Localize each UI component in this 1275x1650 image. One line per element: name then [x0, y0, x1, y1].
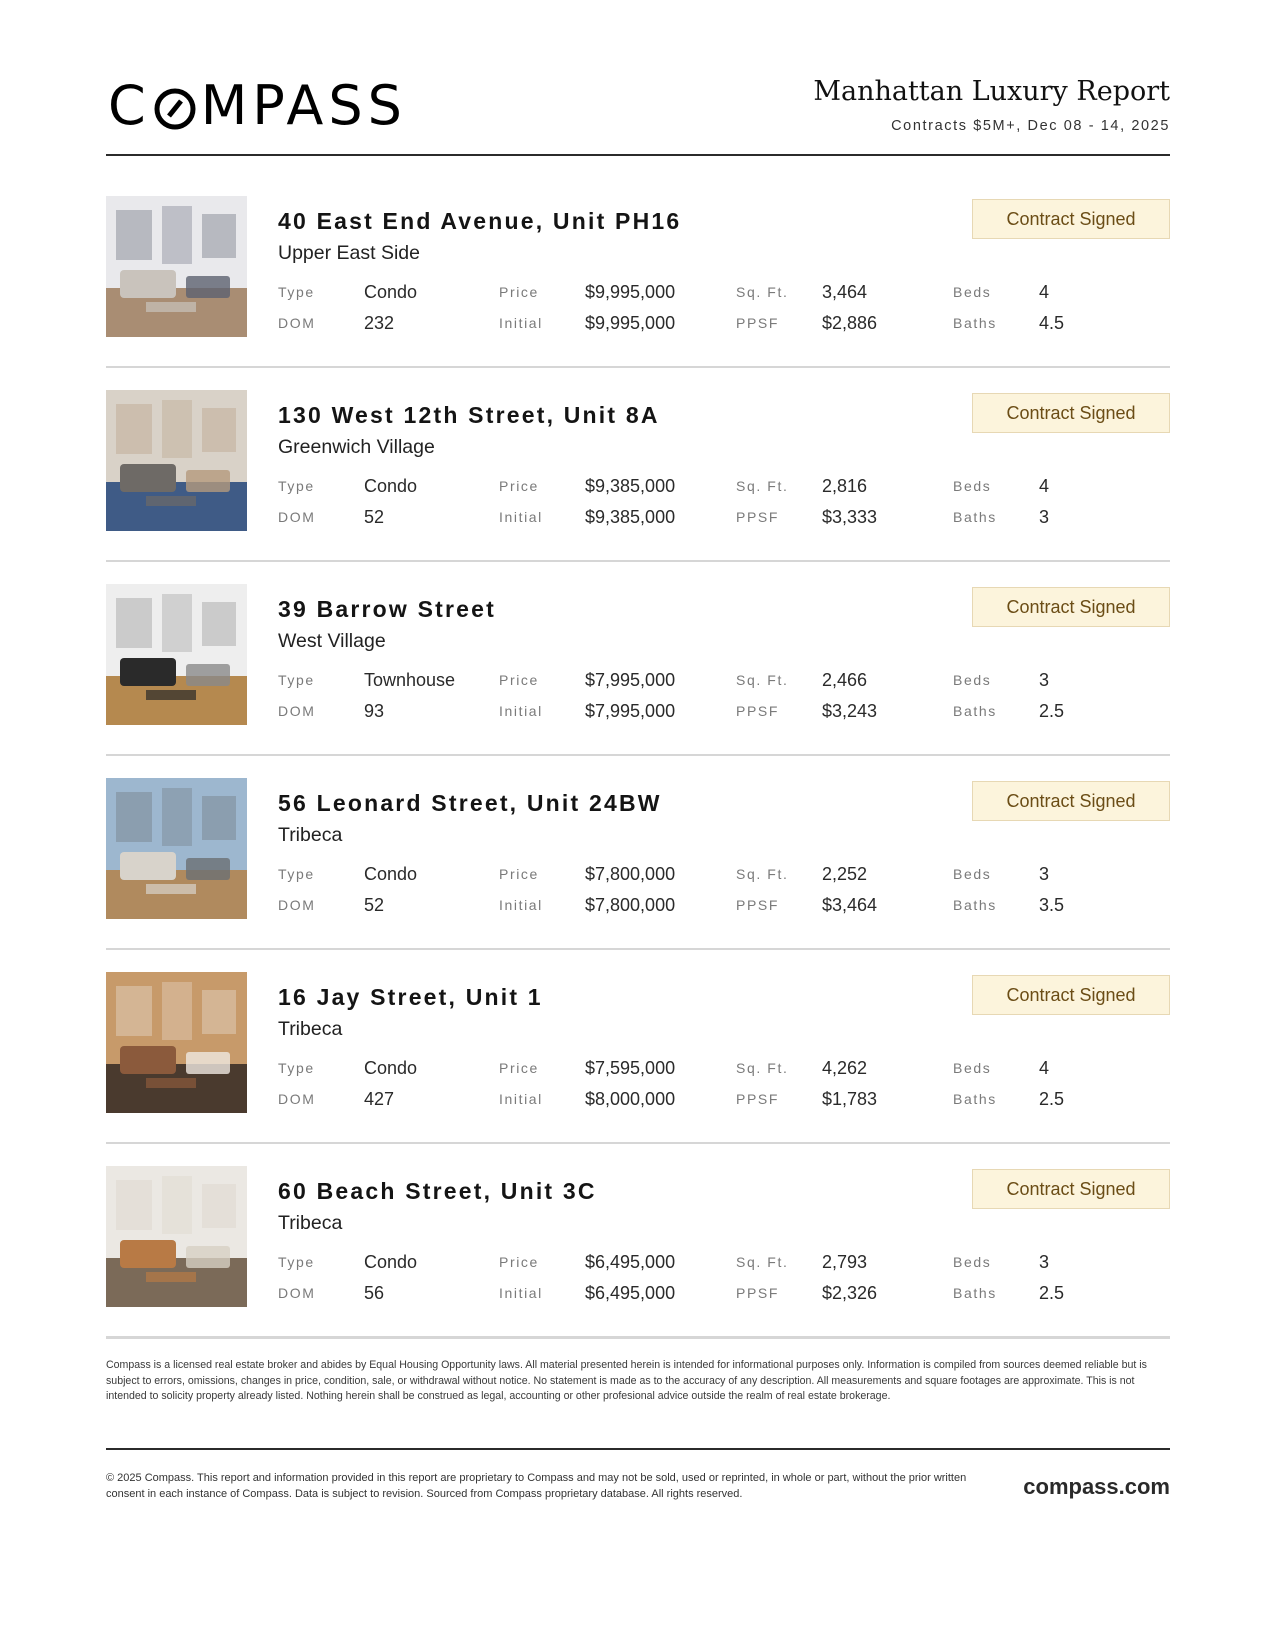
status-badge[interactable]: Contract Signed	[972, 199, 1170, 239]
value-price: $7,995,000	[585, 670, 676, 690]
label-baths: Baths	[953, 897, 997, 913]
listing-photo[interactable]	[106, 778, 247, 919]
report-page	[106, 0, 1170, 1650]
label-price: Price	[499, 284, 539, 300]
value-beds: 3	[1039, 670, 1050, 690]
label-initial: Initial	[499, 1091, 543, 1107]
label-dom: DOM	[278, 1285, 316, 1301]
label-beds: Beds	[953, 1254, 992, 1270]
label-dom: DOM	[278, 703, 316, 719]
spiral-staircase-photo	[106, 972, 247, 1113]
listing-address: 40 East End Avenue, Unit PH16	[278, 208, 682, 234]
label-type: Type	[278, 672, 315, 688]
label-ppsf: PPSF	[736, 703, 779, 719]
value-dom: 52	[364, 895, 385, 915]
label-initial: Initial	[499, 897, 543, 913]
label-beds: Beds	[953, 284, 992, 300]
value-dom: 232	[364, 313, 395, 333]
skyline-living-room-photo	[106, 778, 247, 919]
listing-address: 39 Barrow Street	[278, 596, 496, 622]
listing-row[interactable]	[106, 584, 1170, 778]
status-badge[interactable]: Contract Signed	[972, 393, 1170, 433]
value-sqft: 2,816	[822, 476, 868, 496]
value-type: Townhouse	[364, 670, 456, 690]
label-sqft: Sq. Ft.	[736, 672, 789, 688]
listing-divider	[106, 754, 1170, 756]
label-type: Type	[278, 866, 315, 882]
listing-address: 130 West 12th Street, Unit 8A	[278, 402, 660, 428]
value-ppsf: $3,243	[822, 701, 878, 721]
listing-row[interactable]	[106, 196, 1170, 390]
listing-divider	[106, 560, 1170, 562]
value-initial: $6,495,000	[585, 1283, 676, 1303]
label-type: Type	[278, 1060, 315, 1076]
label-ppsf: PPSF	[736, 1091, 779, 1107]
listing-row[interactable]	[106, 972, 1170, 1166]
value-price: $9,385,000	[585, 476, 676, 496]
listing-divider	[106, 1142, 1170, 1144]
label-dom: DOM	[278, 315, 316, 331]
report-title: Manhattan Luxury Report	[813, 76, 1170, 107]
disclaimer-divider	[106, 1337, 1170, 1339]
value-type: Condo	[364, 1058, 418, 1078]
loft-dining-photo	[106, 1166, 247, 1307]
listing-photo[interactable]	[106, 972, 247, 1113]
living-room-photo	[106, 390, 247, 531]
disclaimer-text: Compass is a licensed real estate broker and abides by Equal Housing Opportunity laws. All material presented herein is intended for informational purposes only. Information is compiled from sources deemed reliable but is subject to errors, omissions, changes in price, condition, sale, or withdrawal without notice. No statement is made as to the accuracy of any description. All measurements and square footages are approximate. This is not intended to solicity property already listed. Nothing herein shall be construed as legal, accounting or other profesional advice outside the realm of real estate brokerage.	[106, 1359, 1147, 1402]
listing-neighborhood: Tribeca	[278, 824, 343, 846]
label-ppsf: PPSF	[736, 315, 779, 331]
value-ppsf: $3,333	[822, 507, 878, 527]
label-dom: DOM	[278, 1091, 316, 1107]
value-initial: $9,995,000	[585, 313, 676, 333]
listing-row[interactable]	[106, 390, 1170, 584]
value-price: $7,800,000	[585, 864, 676, 884]
label-beds: Beds	[953, 866, 992, 882]
value-beds: 4	[1039, 1058, 1050, 1078]
living-room-photo	[106, 196, 247, 337]
listing-row[interactable]	[106, 778, 1170, 972]
value-sqft: 4,262	[822, 1058, 868, 1078]
listing-address: 60 Beach Street, Unit 3C	[278, 1178, 597, 1204]
copyright-text: © 2025 Compass. This report and information provided in this report are proprietary to Compass and may not be sold, used or reprinted, in whole or part, without the prior written consent in each instance of Compass. Data is subject to revision. Sourced from Compass proprietary database. All rights reserved.	[106, 1472, 967, 1500]
label-type: Type	[278, 284, 315, 300]
label-initial: Initial	[499, 1285, 543, 1301]
value-initial: $9,385,000	[585, 507, 676, 527]
value-baths: 2.5	[1039, 1089, 1065, 1109]
label-sqft: Sq. Ft.	[736, 1254, 789, 1270]
listing-photo[interactable]	[106, 1166, 247, 1307]
value-dom: 52	[364, 507, 385, 527]
label-price: Price	[499, 478, 539, 494]
status-badge[interactable]: Contract Signed	[972, 587, 1170, 627]
value-baths: 2.5	[1039, 701, 1065, 721]
value-initial: $7,800,000	[585, 895, 676, 915]
value-baths: 2.5	[1039, 1283, 1065, 1303]
label-type: Type	[278, 478, 315, 494]
value-beds: 4	[1039, 476, 1050, 496]
value-price: $7,595,000	[585, 1058, 676, 1078]
value-price: $9,995,000	[585, 282, 676, 302]
value-type: Condo	[364, 282, 418, 302]
value-sqft: 2,252	[822, 864, 868, 884]
listing-photo[interactable]	[106, 196, 247, 337]
listing-photo[interactable]	[106, 390, 247, 531]
logo-text-left: C	[108, 74, 151, 137]
listing-photo[interactable]	[106, 584, 247, 725]
logo-text-right: MPASS	[200, 74, 407, 137]
listing-neighborhood: Tribeca	[278, 1212, 343, 1234]
label-price: Price	[499, 1254, 539, 1270]
label-beds: Beds	[953, 1060, 992, 1076]
value-price: $6,495,000	[585, 1252, 676, 1272]
label-baths: Baths	[953, 315, 997, 331]
value-beds: 3	[1039, 1252, 1050, 1272]
status-badge[interactable]: Contract Signed	[972, 1169, 1170, 1209]
value-sqft: 2,793	[822, 1252, 868, 1272]
label-baths: Baths	[953, 509, 997, 525]
label-sqft: Sq. Ft.	[736, 1060, 789, 1076]
label-baths: Baths	[953, 1091, 997, 1107]
listing-address: 16 Jay Street, Unit 1	[278, 984, 543, 1010]
report-subtitle: Contracts $5M+, Dec 08 - 14, 2025	[891, 118, 1170, 134]
value-dom: 427	[364, 1089, 395, 1109]
compass-logo[interactable]	[108, 74, 407, 137]
listing-neighborhood: West Village	[278, 630, 386, 652]
compass-logo-icon	[154, 85, 196, 127]
listing-divider	[106, 366, 1170, 368]
townhouse-interior-photo	[106, 584, 247, 725]
value-sqft: 3,464	[822, 282, 868, 302]
value-dom: 56	[364, 1283, 385, 1303]
value-ppsf: $3,464	[822, 895, 878, 915]
value-baths: 3.5	[1039, 895, 1065, 915]
value-beds: 4	[1039, 282, 1050, 302]
value-sqft: 2,466	[822, 670, 868, 690]
listing-neighborhood: Upper East Side	[278, 242, 420, 264]
label-dom: DOM	[278, 897, 316, 913]
label-baths: Baths	[953, 703, 997, 719]
label-initial: Initial	[499, 509, 543, 525]
value-type: Condo	[364, 476, 418, 496]
value-ppsf: $1,783	[822, 1089, 878, 1109]
label-price: Price	[499, 1060, 539, 1076]
label-price: Price	[499, 672, 539, 688]
value-dom: 93	[364, 701, 385, 721]
value-type: Condo	[364, 1252, 418, 1272]
value-ppsf: $2,886	[822, 313, 878, 333]
label-sqft: Sq. Ft.	[736, 478, 789, 494]
value-initial: $7,995,000	[585, 701, 676, 721]
label-beds: Beds	[953, 478, 992, 494]
website-link[interactable]: compass.com	[1023, 1474, 1170, 1499]
report-header	[106, 72, 1170, 156]
listing-divider	[106, 948, 1170, 950]
value-baths: 4.5	[1039, 313, 1065, 333]
label-type: Type	[278, 1254, 315, 1270]
label-sqft: Sq. Ft.	[736, 866, 789, 882]
listing-address: 56 Leonard Street, Unit 24BW	[278, 790, 662, 816]
label-beds: Beds	[953, 672, 992, 688]
value-type: Condo	[364, 864, 418, 884]
label-sqft: Sq. Ft.	[736, 284, 789, 300]
value-initial: $8,000,000	[585, 1089, 676, 1109]
label-dom: DOM	[278, 509, 316, 525]
footer-divider	[106, 1448, 1170, 1450]
listing-neighborhood: Tribeca	[278, 1018, 343, 1040]
label-ppsf: PPSF	[736, 897, 779, 913]
header-divider	[106, 154, 1170, 156]
value-baths: 3	[1039, 507, 1050, 527]
label-baths: Baths	[953, 1285, 997, 1301]
value-beds: 3	[1039, 864, 1050, 884]
listing-neighborhood: Greenwich Village	[278, 436, 435, 458]
label-initial: Initial	[499, 315, 543, 331]
status-badge[interactable]: Contract Signed	[972, 975, 1170, 1015]
listing-row[interactable]	[106, 1166, 1170, 1360]
listings-list	[106, 196, 1170, 1360]
label-ppsf: PPSF	[736, 1285, 779, 1301]
value-ppsf: $2,326	[822, 1283, 878, 1303]
status-badge[interactable]: Contract Signed	[972, 781, 1170, 821]
label-ppsf: PPSF	[736, 509, 779, 525]
label-price: Price	[499, 866, 539, 882]
label-initial: Initial	[499, 703, 543, 719]
